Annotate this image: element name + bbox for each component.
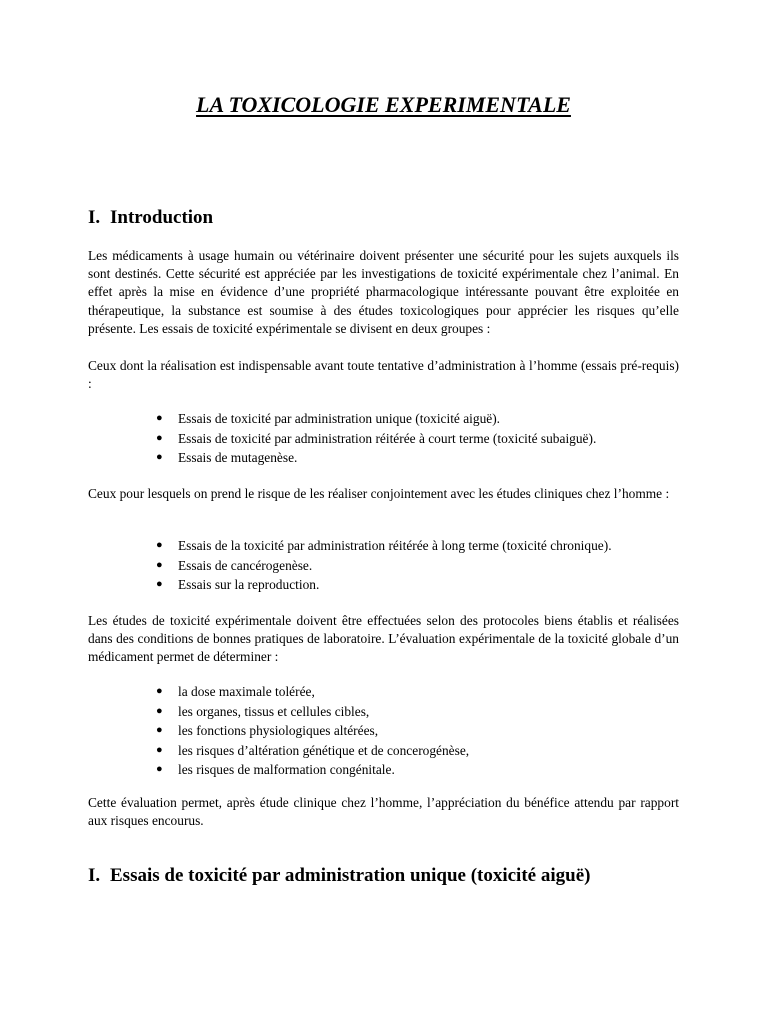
- studies-paragraph: Les études de toxicité expérimentale doivent être effectuées selon des protocoles biens établis et réalisées dans des conditions de bonnes pratiques de laboratoire. L’évaluation expérimentale de la toxicité globale d’un médicament permet de déterminer :: [88, 613, 679, 665]
- bullet-icon: ●: [156, 451, 163, 464]
- bullet-icon: ●: [156, 704, 163, 717]
- bullet-icon: ●: [156, 724, 163, 737]
- list-item: ● Essais de toxicité par administration réitérée à court terme (toxicité subaiguë).: [156, 429, 679, 449]
- list-item: ● Essais de mutagenèse.: [156, 448, 679, 468]
- list-item: ● Essais sur la reproduction.: [156, 575, 679, 595]
- group1-intro-paragraph: Ceux dont la réalisation est indispensable avant toute tentative d’administration à l’homme (essais pré-requis) :: [88, 358, 679, 392]
- list-item: ● la dose maximale tolérée,: [156, 682, 679, 702]
- evaluation-paragraph: Cette évaluation permet, après étude clinique chez l’homme, l’appréciation du bénéfice attendu par rapport aux risques encourus.: [88, 795, 679, 829]
- list-item: ● les risques de malformation congénitale.: [156, 760, 679, 780]
- bullet-icon: ●: [156, 539, 163, 551]
- document-title: LA TOXICOLOGIE EXPERIMENTALE: [196, 92, 571, 117]
- list-item: ● les risques d’altération génétique et de concerogénèse,: [156, 741, 679, 761]
- group1-list: [156, 409, 679, 468]
- bullet-icon: ●: [156, 558, 163, 571]
- determine-list: [156, 682, 679, 780]
- list-item: ● Essais de toxicité par administration unique (toxicité aiguë).: [156, 409, 679, 429]
- section-heading-acute-toxicity: [88, 865, 590, 887]
- group2-intro-paragraph: Ceux pour lesquels on prend le risque de les réaliser conjointement avec les études cliniques chez l’homme :: [88, 486, 670, 501]
- intro-paragraph: Les médicaments à usage humain ou vétérinaire doivent présenter une sécurité pour les sujets auxquels ils sont destinés. Cette sécurité est appréciée par les investigations de toxicité expérimentale chez l’animal. En effet après la mise en évidence d’une propriété pharmacologique intéressante pouvant être exploitée en thérapeutique, la substance est soumise à des études toxicologiques pour apprécier les risques qu’elle présente. Les essais de toxicité expérimentale se divisent en deux groupes :: [88, 248, 679, 336]
- list-item: ● les organes, tissus et cellules cibles,: [156, 702, 679, 722]
- section-title: Introduction: [110, 207, 214, 228]
- section-number: I.: [88, 207, 101, 228]
- list-item: ● Essais de la toxicité par administration réitérée à long terme (toxicité chronique).: [156, 536, 679, 556]
- section-number: I.: [88, 865, 101, 886]
- bullet-icon: ●: [156, 743, 163, 756]
- bullet-icon: ●: [156, 685, 163, 697]
- section-title: Essais de toxicité par administration unique (toxicité aiguë): [110, 865, 591, 886]
- list-item: ● les fonctions physiologiques altérées,: [156, 721, 679, 741]
- bullet-icon: ●: [156, 763, 163, 776]
- section-heading-introduction: [88, 207, 213, 229]
- bullet-icon: ●: [156, 431, 163, 444]
- group2-list: [156, 536, 679, 595]
- list-item: ● Essais de cancérogenèse.: [156, 556, 679, 576]
- bullet-icon: ●: [156, 578, 163, 591]
- bullet-icon: ●: [156, 412, 163, 424]
